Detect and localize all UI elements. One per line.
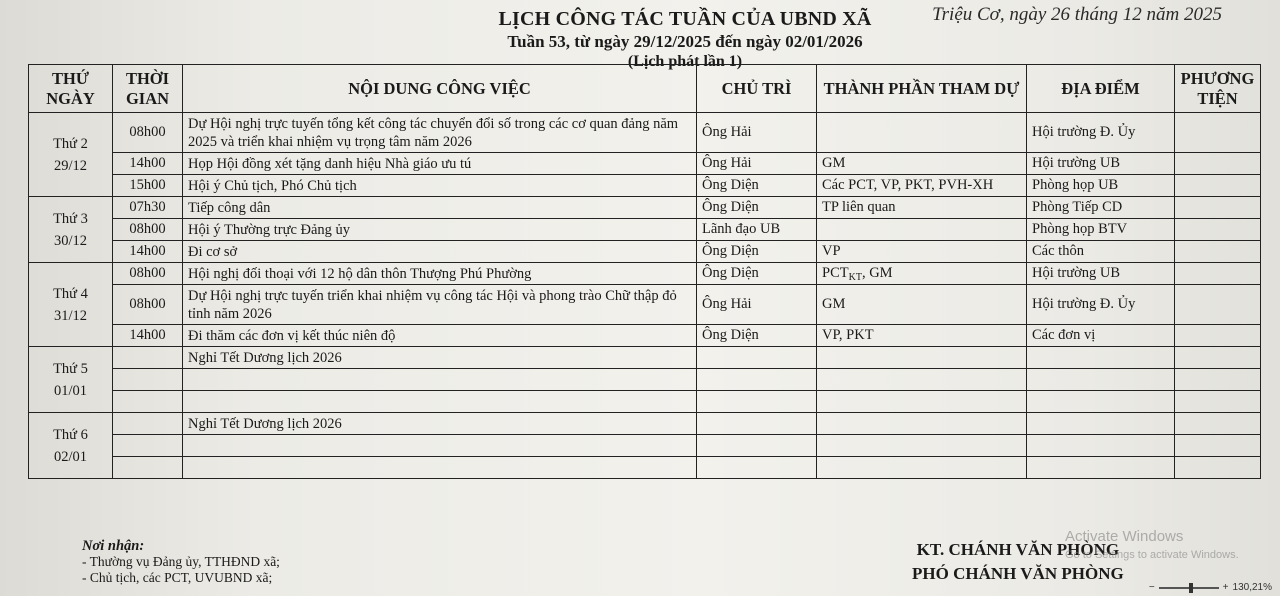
recipients-block [82, 538, 280, 586]
signature-line-2: PHÓ CHÁNH VĂN PHÒNG [912, 564, 1124, 583]
day-date: 29/12 [53, 157, 88, 174]
zoom-out-icon[interactable]: − [1148, 582, 1155, 593]
task-cell [183, 457, 697, 479]
holiday-note: Nghỉ Tết Dương lịch 2026 [183, 413, 697, 435]
day-cell [29, 347, 113, 413]
chair-cell: Ông Diện [697, 197, 817, 219]
task-cell: Đi cơ sở [183, 241, 697, 263]
location-cell: Các đơn vị [1027, 325, 1175, 347]
table-row [29, 197, 1261, 219]
attendees-cell: VP, PKT [817, 325, 1027, 347]
table-row [29, 413, 1261, 435]
day-name: Thứ 3 [53, 210, 88, 227]
attendees-cell [817, 413, 1027, 435]
chair-cell [697, 391, 817, 413]
chair-cell: Ông Diện [697, 263, 817, 285]
time-cell: 08h00 [113, 285, 183, 325]
task-cell: Họp Hội đồng xét tặng danh hiệu Nhà giáo ưu tú [183, 153, 697, 175]
table-row [29, 113, 1261, 153]
task-cell: Dự Hội nghị trực tuyến tổng kết công tác chuyển đổi số trong các cơ quan đảng năm 2025 và triển khai nhiệm vụ trọng tâm năm 2026 [183, 113, 697, 153]
holiday-note: Nghỉ Tết Dương lịch 2026 [183, 347, 697, 369]
attendees-cell [817, 263, 1027, 285]
time-cell [113, 457, 183, 479]
attendees-cell [817, 435, 1027, 457]
header-day: THỨ NGÀY [29, 65, 113, 113]
recipient-item: - Chủ tịch, các PCT, UVUBND xã; [82, 570, 273, 585]
zoom-slider-knob[interactable] [1189, 583, 1193, 593]
vehicle-cell [1175, 347, 1261, 369]
day-date: 02/01 [53, 448, 88, 465]
activate-title: Activate Windows [1065, 528, 1184, 545]
location-cell: Các thôn [1027, 241, 1175, 263]
header-location: ĐỊA ĐIỂM [1027, 65, 1175, 113]
task-cell [183, 435, 697, 457]
attendees-cell: GM [817, 285, 1027, 325]
zoom-slider[interactable] [1159, 587, 1219, 589]
location-cell [1027, 457, 1175, 479]
place-date: Triệu Cơ, ngày 26 tháng 12 năm 2025 [932, 4, 1222, 25]
attendees-cell: VP [817, 241, 1027, 263]
attendees-rest: , GM [861, 264, 893, 281]
attendees-cell: GM [817, 153, 1027, 175]
attendees-cell [817, 391, 1027, 413]
task-cell [183, 369, 697, 391]
vehicle-cell [1175, 175, 1261, 197]
chair-cell [697, 435, 817, 457]
day-cell [29, 413, 113, 479]
day-name: Thứ 2 [53, 135, 88, 152]
zoom-control[interactable] [1149, 582, 1272, 593]
table-row [29, 241, 1261, 263]
location-cell [1027, 391, 1175, 413]
location-cell: Hội trường UB [1027, 153, 1175, 175]
activate-sub: Go to Settings to activate Windows. [1065, 549, 1239, 561]
task-cell: Dự Hội nghị trực tuyến triển khai nhiệm vụ công tác Hội và phong trào Chữ thập đỏ tỉnh năm 2026 [183, 285, 697, 325]
vehicle-cell [1175, 153, 1261, 175]
day-date: 31/12 [53, 307, 88, 324]
attendees-cell: TP liên quan [817, 197, 1027, 219]
task-cell: Hội nghị đối thoại với 12 hộ dân thôn Thượng Phú Phường [183, 263, 697, 285]
table-row [29, 285, 1261, 325]
location-cell [1027, 347, 1175, 369]
vehicle-cell [1175, 263, 1261, 285]
location-cell: Phòng họp UB [1027, 175, 1175, 197]
vehicle-cell [1175, 413, 1261, 435]
time-cell [113, 413, 183, 435]
attendees-cell [817, 347, 1027, 369]
attendees-cell [817, 219, 1027, 241]
chair-cell [697, 413, 817, 435]
table-row [29, 325, 1261, 347]
chair-cell [697, 457, 817, 479]
document-subtitle: Tuần 53, từ ngày 29/12/2025 đến ngày 02/01/2026 [507, 32, 863, 51]
task-cell: Đi thăm các đơn vị kết thúc niên độ [183, 325, 697, 347]
attendees-cell [817, 457, 1027, 479]
table-row [29, 435, 1261, 457]
location-cell [1027, 435, 1175, 457]
chair-cell [697, 347, 817, 369]
time-cell: 14h00 [113, 241, 183, 263]
day-name: Thứ 5 [53, 360, 88, 377]
table-row [29, 153, 1261, 175]
attendees-subscript: KT [848, 271, 862, 283]
chair-cell: Ông Diện [697, 175, 817, 197]
title-block [360, 8, 1010, 71]
zoom-level: 130,21% [1232, 582, 1272, 593]
time-cell: 07h30 [113, 197, 183, 219]
attendees-cell [817, 369, 1027, 391]
day-cell [29, 263, 113, 347]
table-row [29, 263, 1261, 285]
chair-cell: Ông Hải [697, 113, 817, 153]
location-cell: Hội trường Đ. Ủy [1027, 285, 1175, 325]
schedule-table [28, 64, 1261, 479]
time-cell: 14h00 [113, 153, 183, 175]
location-cell: Hội trường Đ. Ủy [1027, 113, 1175, 153]
time-cell [113, 347, 183, 369]
time-cell: 15h00 [113, 175, 183, 197]
signature-line-1: KT. CHÁNH VĂN PHÒNG [916, 540, 1120, 559]
task-cell [183, 391, 697, 413]
time-cell: 14h00 [113, 325, 183, 347]
vehicle-cell [1175, 369, 1261, 391]
location-cell: Phòng Tiếp CD [1027, 197, 1175, 219]
table-row [29, 457, 1261, 479]
table-row [29, 219, 1261, 241]
table-row [29, 369, 1261, 391]
vehicle-cell [1175, 457, 1261, 479]
location-cell: Phòng họp BTV [1027, 219, 1175, 241]
time-cell [113, 369, 183, 391]
time-cell [113, 435, 183, 457]
day-name: Thứ 6 [53, 426, 88, 443]
attendees-main: PCT [822, 264, 849, 281]
table-row [29, 347, 1261, 369]
day-name: Thứ 4 [53, 285, 88, 302]
day-date: 30/12 [53, 232, 88, 249]
attendees-cell [817, 113, 1027, 153]
zoom-in-icon[interactable]: + [1222, 582, 1229, 593]
header-attendees: THÀNH PHẦN THAM DỰ [817, 65, 1027, 113]
vehicle-cell [1175, 391, 1261, 413]
chair-cell: Ông Diện [697, 241, 817, 263]
vehicle-cell [1175, 325, 1261, 347]
recipients-label: Nơi nhận: [82, 538, 145, 554]
time-cell [113, 391, 183, 413]
table-row [29, 391, 1261, 413]
time-cell: 08h00 [113, 219, 183, 241]
task-cell: Hội ý Thường trực Đảng ủy [183, 219, 697, 241]
header-vehicle: PHƯƠNG TIỆN [1175, 65, 1261, 113]
header-task: NỘI DUNG CÔNG VIỆC [183, 65, 697, 113]
chair-cell: Ông Diện [697, 325, 817, 347]
location-cell: Hội trường UB [1027, 263, 1175, 285]
chair-cell: Ông Hải [697, 285, 817, 325]
vehicle-cell [1175, 113, 1261, 153]
task-cell: Hội ý Chủ tịch, Phó Chủ tịch [183, 175, 697, 197]
vehicle-cell [1175, 219, 1261, 241]
location-cell [1027, 413, 1175, 435]
task-cell: Tiếp công dân [183, 197, 697, 219]
vehicle-cell [1175, 435, 1261, 457]
day-cell [29, 197, 113, 263]
activate-windows-watermark [1065, 528, 1239, 564]
location-cell [1027, 369, 1175, 391]
chair-cell: Ông Hải [697, 153, 817, 175]
document-title: LỊCH CÔNG TÁC TUẦN CỦA UBND XÃ [498, 8, 872, 30]
time-cell: 08h00 [113, 113, 183, 153]
chair-cell: Lãnh đạo UB [697, 219, 817, 241]
vehicle-cell [1175, 285, 1261, 325]
attendees-cell: Các PCT, VP, PKT, PVH-XH [817, 175, 1027, 197]
vehicle-cell [1175, 241, 1261, 263]
header-time: THỜI GIAN [113, 65, 183, 113]
day-date: 01/01 [53, 382, 88, 399]
time-cell: 08h00 [113, 263, 183, 285]
issue-note: (Lịch phát lần 1) [627, 53, 743, 70]
vehicle-cell [1175, 197, 1261, 219]
header-chair: CHỦ TRÌ [697, 65, 817, 113]
recipient-item: - Thường vụ Đảng ủy, TTHĐND xã; [82, 554, 280, 569]
day-cell [29, 113, 113, 197]
table-row [29, 175, 1261, 197]
chair-cell [697, 369, 817, 391]
